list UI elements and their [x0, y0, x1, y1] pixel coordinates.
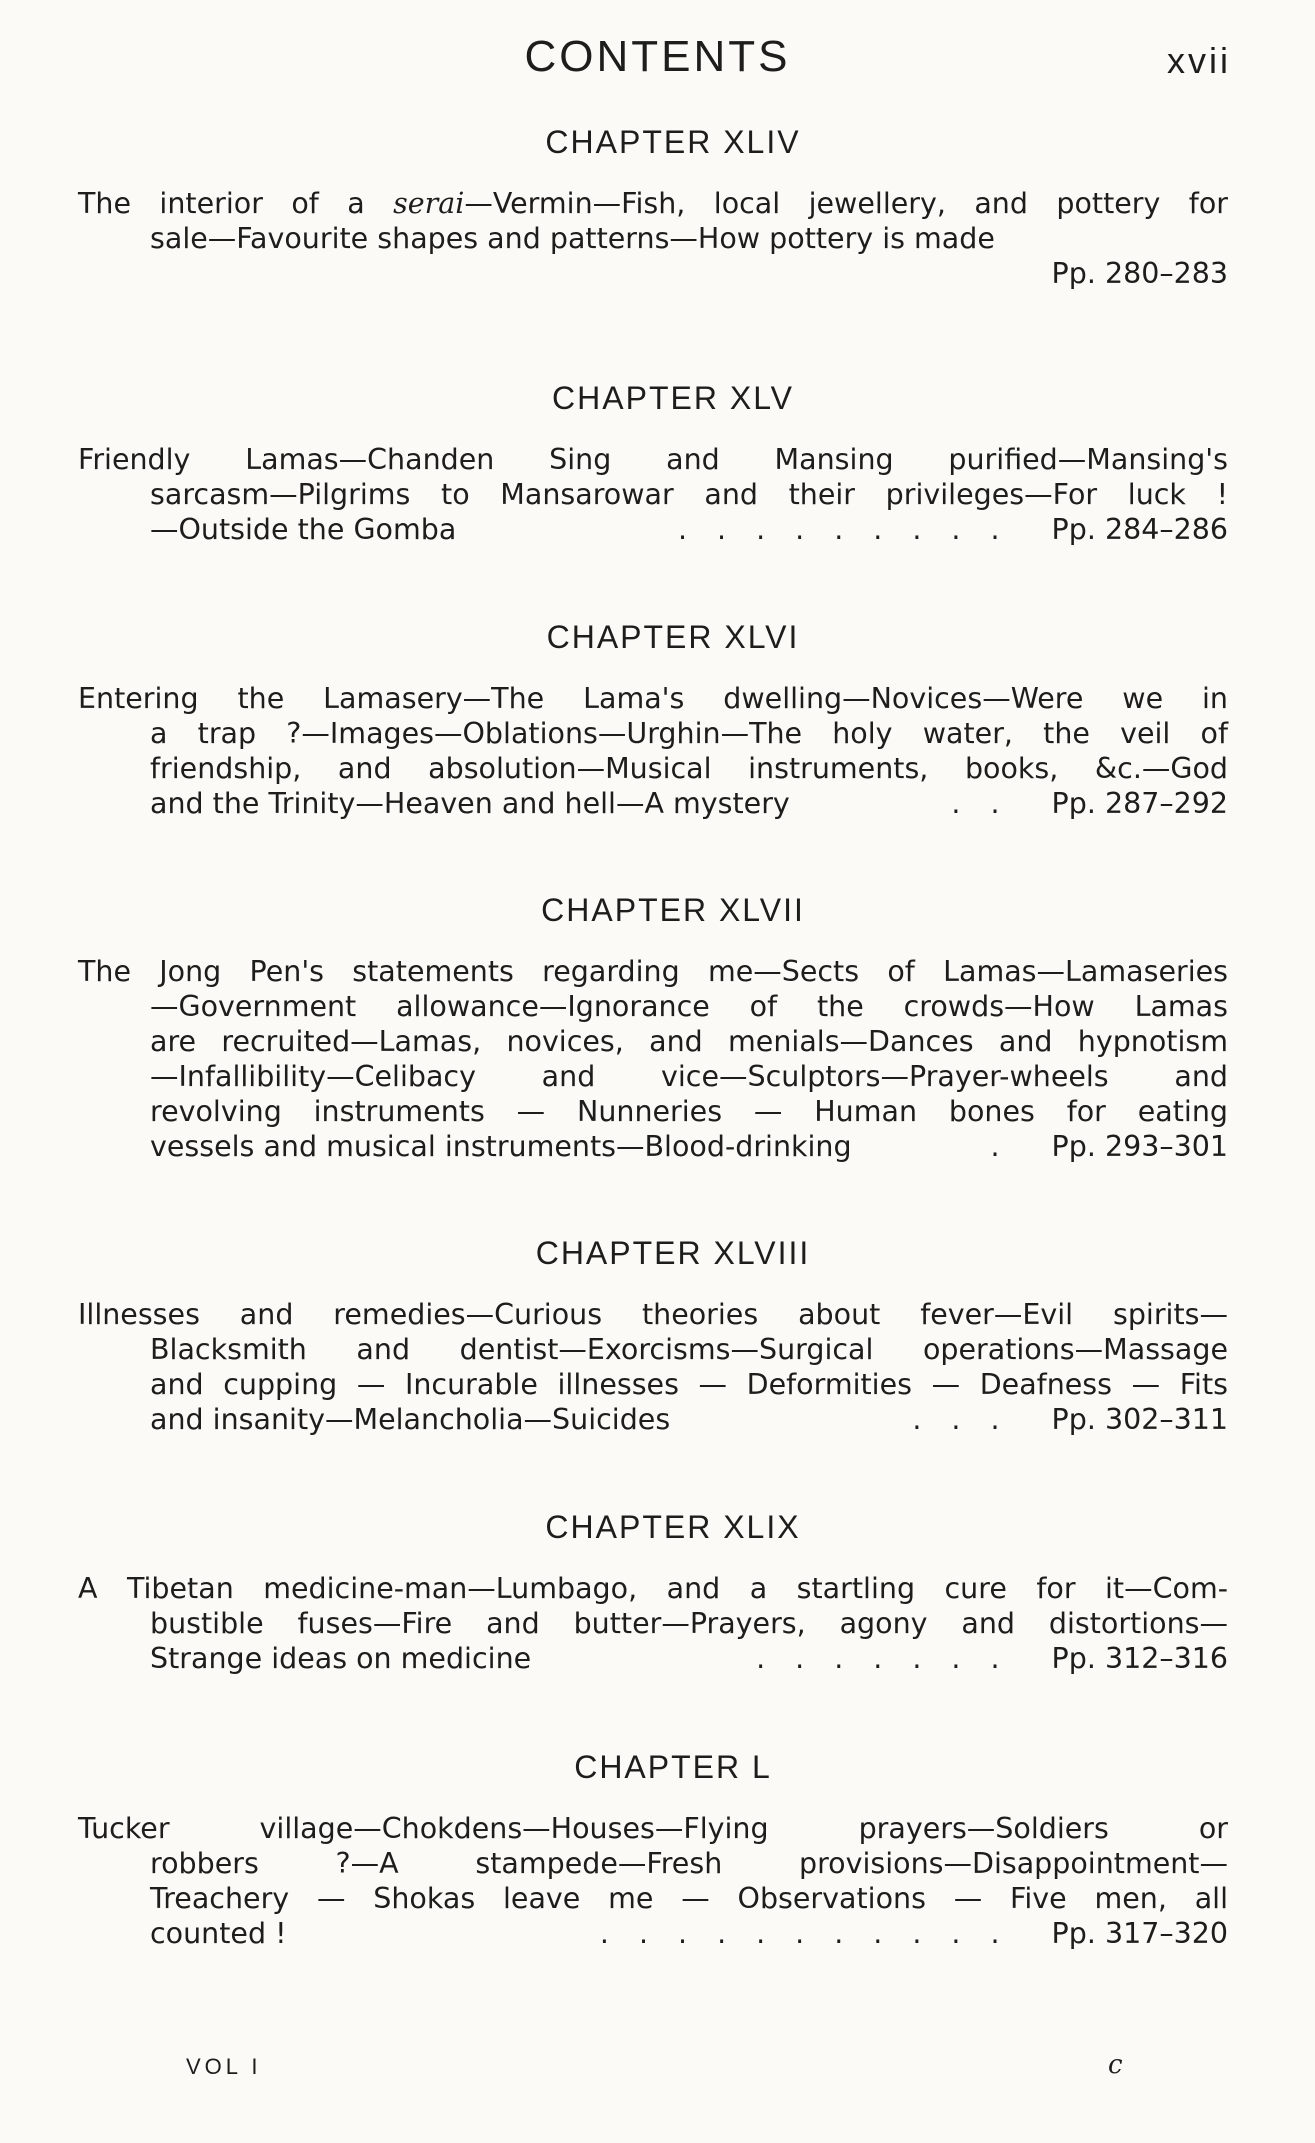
page-range: Pp. 280–283 [1051, 257, 1228, 290]
page-range: Pp. 284–286 [1051, 513, 1228, 546]
chapter-heading: CHAPTER XLIV [545, 124, 801, 160]
chapter-summary [78, 442, 1228, 547]
summary-line: friendship, and absolution—Musical instruments, books, &c.—God [150, 752, 1228, 785]
chapter-xlvi [78, 617, 1228, 821]
summary-line: The Jong Pen's statements regarding me—Sects of Lamas—Lamaseries [78, 955, 1228, 988]
chapter-xlv [78, 378, 1228, 547]
summary-line: The interior of a serai—Vermin—Fish, local jewellery, and pottery for [78, 187, 1228, 220]
summary-line: —Outside the Gomba ......... Pp. 284–286 [150, 513, 1228, 546]
page-footer [0, 2050, 1315, 2094]
chapter-heading: CHAPTER L [574, 1749, 772, 1785]
italic-word: serai [393, 187, 465, 220]
chapter-l [78, 1747, 1228, 1951]
chapter-summary [78, 1297, 1228, 1437]
summary-line: Strange ideas on medicine ....... Pp. 312–316 [150, 1642, 1228, 1675]
page-range: Pp. 317–320 [1051, 1917, 1228, 1950]
chapter-xlvii [78, 890, 1228, 1164]
summary-line: sarcasm—Pilgrims to Mansarowar and their privileges—For luck ! [150, 478, 1228, 511]
chapter-xlviii [78, 1233, 1228, 1437]
summary-line: —Government allowance—Ignorance of the crowds—How Lamas [150, 990, 1228, 1023]
summary-line: vessels and musical instruments—Blood-drinking . Pp. 293–301 [150, 1130, 1228, 1163]
chapter-xliv [78, 122, 1228, 291]
summary-line: Illnesses and remedies—Curious theories about fever—Evil spirits— [78, 1298, 1228, 1331]
summary-line: Friendly Lamas—Chanden Sing and Mansing purified—Mansing's [78, 443, 1228, 476]
summary-line: Blacksmith and dentist—Exorcisms—Surgical operations—Massage [150, 1333, 1228, 1366]
summary-line: counted ! ........... Pp. 317–320 [150, 1917, 1228, 1950]
page-title: CONTENTS [524, 32, 791, 81]
running-head [0, 32, 1315, 92]
summary-line: and insanity—Melancholia—Suicides ... Pp. 302–311 [150, 1403, 1228, 1436]
page-range: Pp. 293–301 [1051, 1130, 1228, 1163]
summary-line: and cupping — Incurable illnesses — Deformities — Deafness — Fits [150, 1368, 1228, 1401]
chapter-heading: CHAPTER XLIX [545, 1509, 801, 1545]
dot-leader: ........... [599, 1917, 1030, 1950]
dot-leader: ... [912, 1403, 1030, 1436]
summary-line: Tucker village—Chokdens—Houses—Flying prayers—Soldiers or [78, 1812, 1228, 1845]
signature-mark: c [1108, 2050, 1123, 2080]
summary-line: Treachery — Shokas leave me — Observations — Five men, all [150, 1882, 1228, 1915]
summary-line: a trap ?—Images—Oblations—Urghin—The holy water, the veil of [150, 717, 1228, 750]
summary-line: and the Trinity—Heaven and hell—A mystery .. Pp. 287–292 [150, 787, 1228, 820]
chapter-heading: CHAPTER XLVI [546, 619, 800, 655]
page-range: Pp. 287–292 [1051, 787, 1228, 820]
chapter-heading: CHAPTER XLVII [541, 892, 805, 928]
summary-line: are recruited—Lamas, novices, and menials—Dances and hypnotism [150, 1025, 1228, 1058]
dot-leader: .. [951, 787, 1030, 820]
summary-line: robbers ?—A stampede—Fresh provisions—Disappointment— [150, 1847, 1228, 1880]
chapter-xlix [78, 1507, 1228, 1676]
page-range: Pp. 312–316 [1051, 1642, 1228, 1675]
dot-leader: ......... [678, 513, 1030, 546]
summary-line: Entering the Lamasery—The Lama's dwelling—Novices—Were we in [78, 682, 1228, 715]
chapter-summary [78, 186, 1228, 291]
chapter-heading: CHAPTER XLVIII [535, 1235, 811, 1271]
summary-line: bustible fuses—Fire and butter—Prayers, agony and distortions— [150, 1607, 1228, 1640]
summary-line: A Tibetan medicine-man—Lumbago, and a startling cure for it—Com- [78, 1572, 1228, 1605]
chapter-heading: CHAPTER XLV [552, 380, 794, 416]
dot-leader: ....... [756, 1642, 1030, 1675]
dot-leader: . [990, 1130, 1030, 1163]
summary-line: —Infallibility—Celibacy and vice—Sculptors—Prayer-wheels and [150, 1060, 1228, 1093]
summary-line: revolving instruments — Nunneries — Human bones for eating [150, 1095, 1228, 1128]
chapter-summary [78, 954, 1228, 1164]
chapter-summary [78, 1571, 1228, 1676]
volume-label: VOL I [186, 2054, 262, 2079]
chapter-summary [78, 1811, 1228, 1951]
page-number: xvii [1167, 40, 1231, 81]
chapter-summary [78, 681, 1228, 821]
page-range: Pp. 302–311 [1051, 1403, 1228, 1436]
summary-line: sale—Favourite shapes and patterns—How pottery is made [150, 222, 995, 255]
